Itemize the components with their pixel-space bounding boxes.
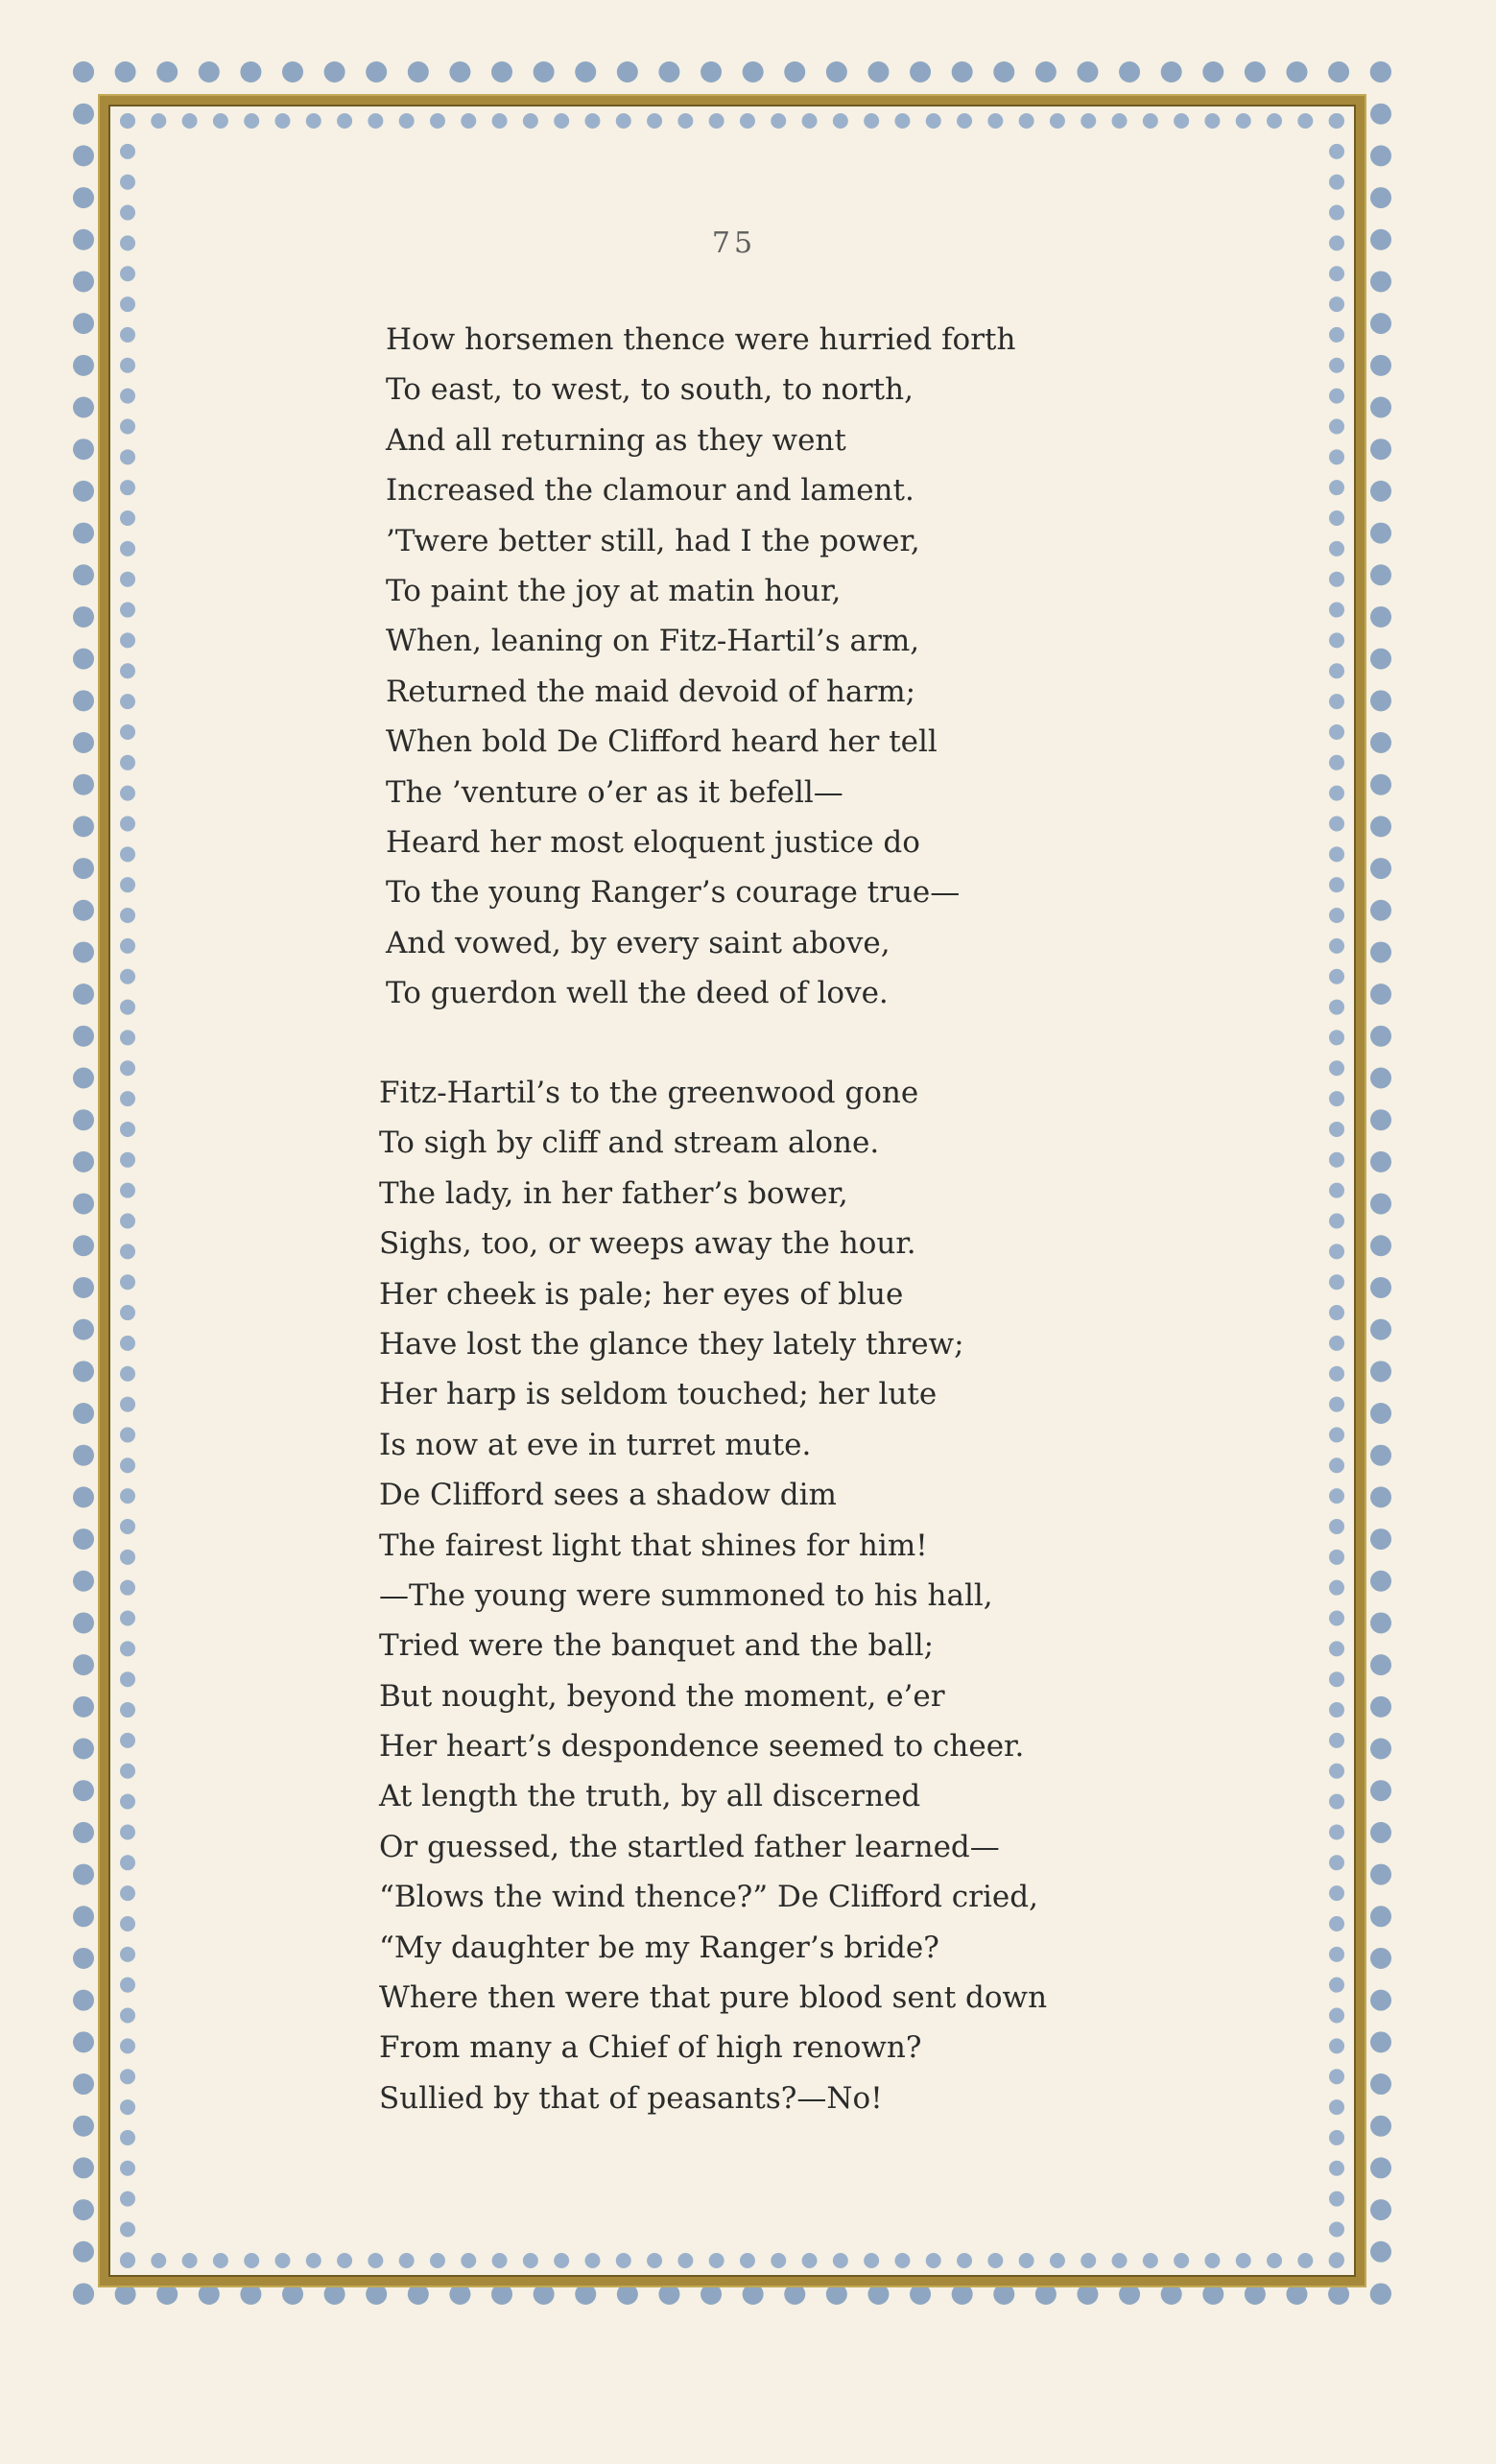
stanza-1: [386, 315, 1015, 1018]
verse-line: Fitz-Hartil’s to the greenwood gone: [379, 1076, 919, 1110]
verse-line: To east, to west, to south, to north,: [386, 372, 914, 408]
verse-line: And vowed, by every saint above,: [386, 925, 890, 960]
verse-line: The ’venture o’er as it befell—: [386, 774, 843, 810]
verse-line: “Blows the wind thence?” De Clifford cried,: [379, 1880, 1038, 1915]
verse-line: De Clifford sees a shadow dim: [379, 1478, 837, 1513]
verse-line: And all returning as they went: [386, 422, 846, 458]
verse-line: The fairest light that shines for him!: [379, 1528, 928, 1563]
verse-line: How horsemen thence were hurried forth: [386, 322, 1016, 357]
verse-line: —The young were summoned to his hall,: [379, 1577, 993, 1613]
verse-line: Increased the clamour and lament.: [386, 473, 914, 509]
verse-line: To the young Ranger’s courage true—: [386, 875, 961, 911]
verse-line: At length the truth, by all discerned: [379, 1779, 921, 1814]
verse-line: Her harp is seldom touched; her lute: [379, 1377, 938, 1412]
verse-line: Tried were the banquet and the ball;: [379, 1628, 935, 1664]
verse-line: Sighs, too, or weeps away the hour.: [379, 1226, 916, 1262]
stanza-2: [379, 1068, 1047, 2123]
verse-line: Heard her most eloquent justice do: [386, 824, 920, 860]
verse-line: Sullied by that of peasants?—No!: [379, 2080, 883, 2116]
verse-line: Her cheek is pale; her eyes of blue: [379, 1276, 904, 1312]
verse-line: Her heart’s despondence seemed to cheer.: [379, 1729, 1025, 1765]
verse-line: “My daughter be my Ranger’s bride?: [379, 1930, 939, 1965]
verse-line: Have lost the glance they lately threw;: [379, 1326, 964, 1362]
verse-line: When bold De Clifford heard her tell: [386, 724, 938, 760]
text-area: [182, 173, 1286, 2207]
verse-line: To paint the joy at matin hour,: [386, 573, 842, 608]
verse-line: Or guessed, the startled father learned—: [379, 1829, 1000, 1864]
verse-line: When, leaning on Fitz-Hartil’s arm,: [386, 624, 920, 659]
verse-line: ’Twere better still, had I the power,: [386, 523, 920, 558]
verse-line: Where then were that pure blood sent down: [379, 1980, 1048, 2016]
verse-line: To sigh by cliff and stream alone.: [379, 1125, 880, 1161]
verse-line: The lady, in her father’s bower,: [379, 1175, 848, 1211]
verse-line: But nought, beyond the moment, e’er: [379, 1678, 945, 1714]
verse-line: From many a Chief of high renown?: [379, 2030, 922, 2066]
verse-line: To guerdon well the deed of love.: [386, 976, 889, 1011]
page-number: 75: [711, 226, 757, 260]
verse-line: Returned the maid devoid of harm;: [386, 674, 916, 709]
verse-line: Is now at eve in turret mute.: [379, 1427, 812, 1462]
